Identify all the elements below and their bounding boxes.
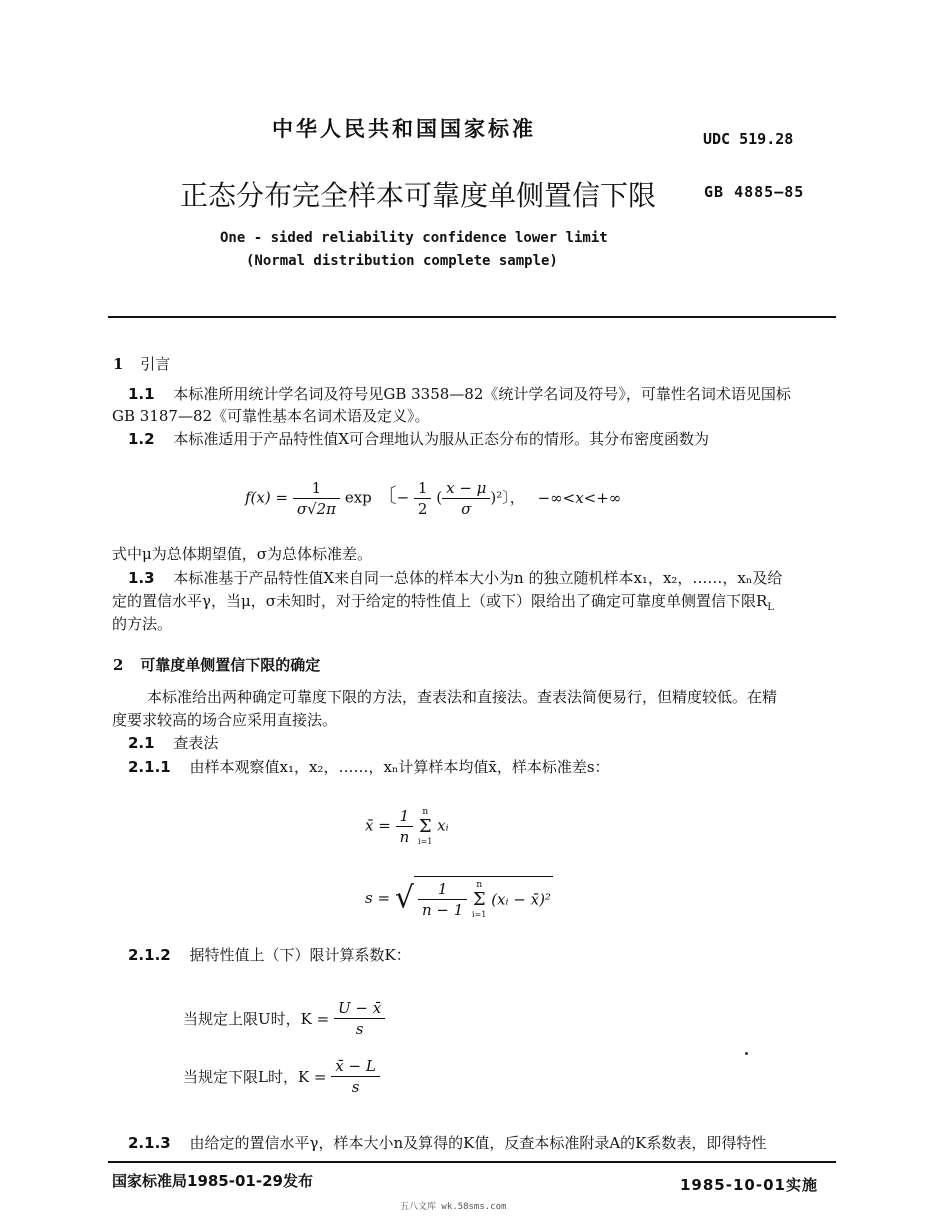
- effective-date: 1985-10-01实施: [680, 1176, 818, 1194]
- section-1-heading: [113, 353, 170, 375]
- clause-number: 2.1.2: [128, 946, 171, 964]
- fraction: $\frac{x̄ - L}{s}$: [331, 1056, 380, 1097]
- summation: n Σ i=1: [472, 879, 487, 919]
- english-title-line2: (Normal distribution complete sample): [246, 253, 558, 269]
- section-2-heading: [113, 654, 320, 676]
- summation: n Σ i=1: [418, 806, 433, 846]
- clause-1-2: [128, 428, 709, 450]
- fraction: $\frac{1}{n - 1}$: [418, 879, 467, 920]
- footer-divider: [108, 1161, 836, 1163]
- clause-text: 由样本观察值x₁，x₂，……，xₙ计算样本均值x̄，样本标准差s：: [189, 758, 610, 776]
- section-title: 引言: [140, 355, 171, 373]
- clause-2-1-3: [128, 1132, 766, 1154]
- main-title: 正态分布完全样本可靠度单侧置信下限: [180, 179, 657, 212]
- clause-2-1: [128, 732, 218, 754]
- watermark: 五八文库 wk.58sms.com: [400, 1202, 507, 1212]
- clause-text: 本标准所用统计学名词及符号见GB 3358—82《统计学名词及符号》，可靠性名词术语见国标: [173, 385, 791, 403]
- clause-number: 1.3: [128, 569, 155, 587]
- clause-2-1-1: [128, 756, 610, 778]
- org-title: 中华人民共和国国家标准: [272, 117, 536, 141]
- mean-formula: x̄ = $\frac{1}{n}$ n Σ i=1 xᵢ: [365, 806, 449, 846]
- fraction: $\frac{1}{2}$: [414, 478, 432, 519]
- clause-1-2-after: 式中μ为总体期望值，σ为总体标准差。: [112, 545, 372, 563]
- clause-1-1-cont: GB 3187—82《可靠性基本名词术语及定义》。: [112, 407, 430, 425]
- clause-text: 据特性值上（下）限计算系数K：: [189, 946, 411, 964]
- section-number: 2: [113, 656, 124, 674]
- section-title: 可靠度单侧置信下限的确定: [140, 656, 321, 674]
- fraction: $\frac{U - x̄}{s}$: [334, 998, 385, 1039]
- upper-limit-formula: 当规定上限U时，K = $\frac{U - x̄}{s}$: [183, 998, 385, 1039]
- issue-date: 国家标准局1985-01-29发布: [112, 1172, 313, 1190]
- clause-number: 2.1.1: [128, 758, 171, 776]
- section-2-intro-cont: 度要求较高的场合应采用直接法。: [112, 711, 338, 729]
- fraction: $\frac{1}{\sigma√2\pi}$: [293, 478, 340, 519]
- clause-number: 2.1: [128, 734, 155, 752]
- lower-limit-formula: 当规定下限L时，K = $\frac{x̄ - L}{s}$: [183, 1056, 380, 1097]
- english-title-line1: One - sided reliability confidence lower limit: [220, 230, 608, 246]
- standard-code: GB 4885—85: [704, 183, 805, 201]
- formula-lhs: f(x) =: [245, 488, 289, 507]
- clause-number: 2.1.3: [128, 1134, 171, 1152]
- density-formula: f(x) = $\frac{1}{\sigma√2\pi}$ exp 〔− $\frac{1}{2}$ ( $\frac{x - \mu}{\sigma}$ )²〕， −∞<x<+∞: [245, 479, 622, 518]
- header-divider: [108, 316, 836, 318]
- clause-number: 1.2: [128, 430, 155, 448]
- clause-1-3-line3: 的方法。: [112, 615, 173, 633]
- clause-text: 本标准基于产品特性值X来自同一总体的样本大小为n 的独立随机样本x₁，x₂，……，xₙ及给: [173, 569, 783, 587]
- clause-2-1-2: [128, 944, 411, 966]
- fraction: $\frac{1}{n}$: [396, 806, 414, 847]
- clause-text: 由给定的置信水平γ，样本大小n及算得的K值，反查本标准附录A的K系数表，即得特性: [189, 1134, 767, 1152]
- clause-number: 1.1: [128, 385, 155, 403]
- scan-speck: [745, 1052, 748, 1055]
- fraction: $\frac{x - \mu}{\sigma}$: [442, 478, 490, 519]
- clause-1-3: [128, 567, 782, 589]
- clause-title: 查表法: [173, 734, 219, 752]
- clause-1-3-line2: 定的置信水平γ，当μ，σ未知时，对于给定的特性值上（或下）限给出了确定可靠度单侧置信下限$R_L$: [112, 592, 774, 613]
- radicand: $\frac{1}{n - 1}$ n Σ i=1 (xᵢ − x̄)²: [414, 876, 553, 920]
- section-2-intro: 本标准给出两种确定可靠度下限的方法，查表法和直接法。查表法简便易行，但精度较低。在精: [147, 688, 778, 706]
- udc-code: UDC 519.28: [703, 130, 794, 148]
- section-number: 1: [113, 355, 124, 373]
- clause-1-1: [128, 383, 848, 405]
- clause-text: 本标准适用于产品特性值X可合理地认为服从正态分布的情形。其分布密度函数为: [173, 430, 710, 448]
- stddev-formula: s = √ $\frac{1}{n - 1}$ n Σ i=1 (xᵢ − x̄)²: [365, 876, 553, 920]
